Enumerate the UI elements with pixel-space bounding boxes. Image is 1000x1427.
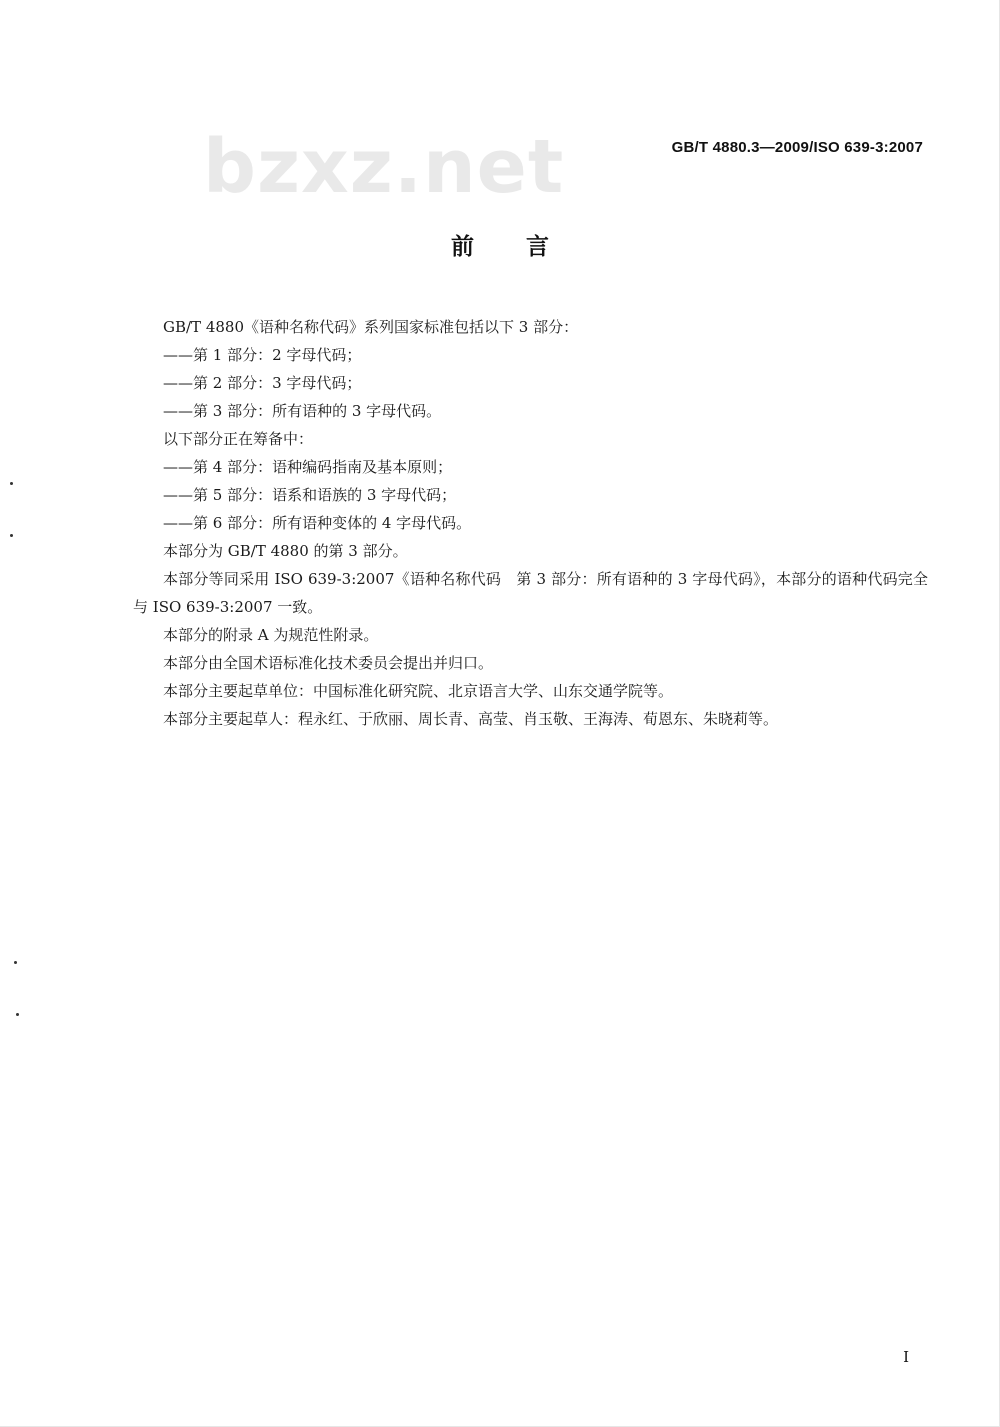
page-title: 前言 [451, 234, 601, 260]
standard-code: GB/T 4880.3—2009/ISO 639-3:2007 [671, 139, 923, 156]
scan-speck [10, 534, 13, 537]
scan-speck [16, 1013, 19, 1016]
paragraph-annex: 本部分的附录 A 为规范性附录。 [163, 626, 379, 644]
list-item-part-6: ——第 6 部分：所有语种变体的 4 字母代码。 [163, 514, 472, 532]
paragraph-in-preparation: 以下部分正在筹备中： [163, 430, 314, 448]
scan-speck [14, 961, 17, 964]
paragraph-drafters: 本部分主要起草人：程永红、于欣丽、周长青、高莹、肖玉敬、王海涛、荀恩东、朱晓莉等。 [163, 710, 779, 728]
list-item-part-3: ——第 3 部分：所有语种的 3 字母代码。 [163, 402, 442, 420]
paragraph-intro: GB/T 4880《语种名称代码》系列国家标准包括以下 3 部分： [163, 318, 579, 336]
foreword-body [133, 313, 928, 733]
scan-speck [10, 482, 13, 485]
list-item-part-2: ——第 2 部分：3 字母代码； [163, 374, 362, 392]
paragraph-drafting-units: 本部分主要起草单位：中国标准化研究院、北京语言大学、山东交通学院等。 [163, 682, 674, 700]
paragraph-this-part: 本部分为 GB/T 4880 的第 3 部分。 [163, 542, 408, 560]
paragraph-equivalence: 本部分等同采用 ISO 639-3:2007《语种名称代码 第 3 部分：所有语种的 3 字母代码》，本部分的语种代码完全与 ISO 639-3:2007 一致。 [133, 570, 928, 616]
page-number: I [903, 1348, 909, 1366]
list-item-part-5: ——第 5 部分：语系和语族的 3 字母代码； [163, 486, 457, 504]
watermark: bzxz.net [203, 124, 565, 210]
list-item-part-4: ——第 4 部分：语种编码指南及基本原则； [163, 458, 453, 476]
paragraph-committee: 本部分由全国术语标准化技术委员会提出并归口。 [163, 654, 494, 672]
list-item-part-1: ——第 1 部分：2 字母代码； [163, 346, 362, 364]
